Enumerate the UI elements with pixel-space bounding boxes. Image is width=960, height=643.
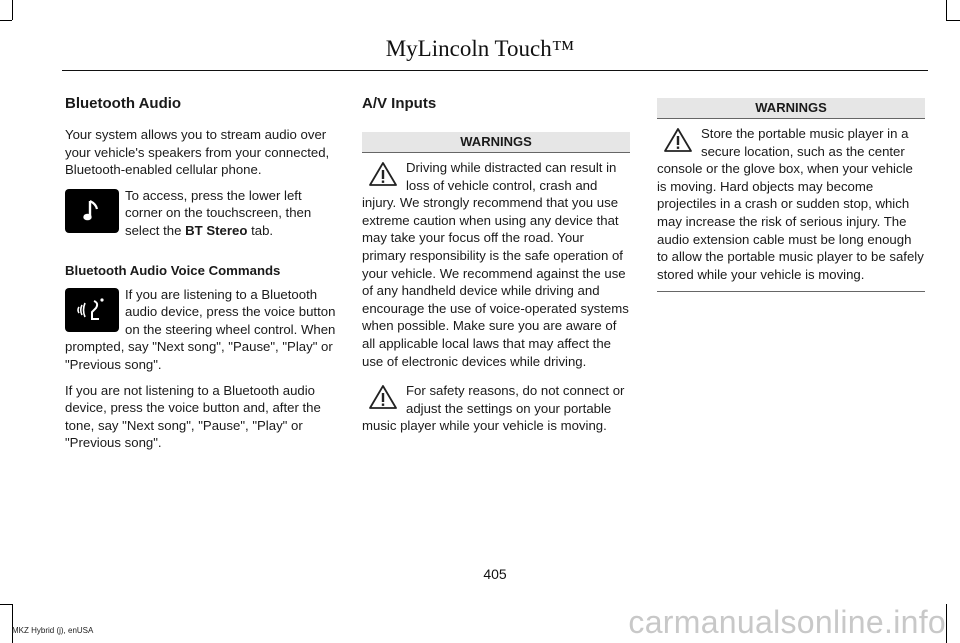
warnings-header: WARNINGS	[362, 132, 630, 153]
bluetooth-audio-intro: Your system allows you to stream audio over your vehicle's speakers from your connected, Bluetooth-enabled cellular phone.	[65, 127, 330, 178]
right-column	[657, 98, 925, 292]
crop-mark-top-right-h	[946, 20, 960, 21]
av-inputs-heading: A/V Inputs	[362, 95, 437, 112]
access-text	[125, 187, 337, 240]
bt-stereo-label: BT Stereo	[185, 222, 248, 238]
access-instruction	[65, 187, 337, 248]
crop-mark-bottom-right-v	[946, 604, 947, 643]
access-text-before: To access, press the lower left corner on the touchscreen, then select the	[125, 187, 312, 238]
bluetooth-audio-heading: Bluetooth Audio	[65, 95, 182, 112]
warning-portable-player	[362, 382, 630, 435]
crop-mark-bottom-left-v	[12, 604, 13, 643]
warning-bottom-rule	[657, 291, 925, 292]
crop-mark-bottom-left-h	[0, 604, 12, 605]
warning-portable-text: For safety reasons, do not connect or adjust the settings on your portable music player while your vehicle is moving.	[362, 383, 625, 434]
warning-triangle-icon	[368, 384, 398, 410]
voice-button-icon	[65, 288, 119, 332]
page-number: 405	[483, 566, 507, 582]
middle-column	[362, 94, 630, 443]
warning-triangle-icon	[663, 127, 693, 153]
access-text-after: tab.	[247, 222, 274, 238]
not-listening-text: If you are not listening to a Bluetooth audio device, press the voice button and, after the tone, say "Next song", "Pause", "Play" or "Previous song".	[65, 382, 321, 451]
crop-mark-top-left-h	[0, 20, 12, 21]
warning-triangle-icon	[368, 161, 398, 187]
crop-mark-top-right-v	[946, 0, 947, 20]
watermark: carmanualsonline.info	[628, 604, 946, 640]
header-rule	[62, 70, 928, 71]
warnings-header: WARNINGS	[657, 98, 925, 119]
crop-mark-top-left-v	[12, 0, 13, 20]
warning-distracted-text: Driving while distracted can result in loss of vehicle control, crash and injury. We strongly recommend that you use extreme caution when using any device that may take your focus off the road. Your primary responsibility is the safe operation of your vehicle. We recommend against the use of any handheld device while driving and encourage the use of voice-operated systems when possible. Make sure you are aware of all applicable local laws that may affect the use of electronic devices while driving.	[362, 160, 629, 369]
voice-commands-heading: Bluetooth Audio Voice Commands	[65, 262, 281, 278]
voice-text: If you are listening to a Bluetooth audio device, press the voice button on the steering wheel control. When prompted, say "Next song", "Pause", "Play" or "Previous song".	[65, 286, 336, 372]
warning-distracted-driving	[362, 159, 630, 370]
music-note-icon	[65, 189, 119, 233]
warning-store-player	[657, 125, 925, 283]
left-column	[65, 94, 337, 460]
voice-instruction	[65, 286, 337, 382]
warning-store-text: Store the portable music player in a secure location, such as the center console or the glove box, when your vehicle is moving. Hard objects may become projectiles in a crash or sudden stop, which may increase the risk of serious injury. The audio extension cable must be long enough to allow the portable music player to be safely stored while your vehicle is moving.	[657, 126, 924, 282]
footer-model-label: MKZ Hybrid (j), enUSA	[12, 626, 94, 635]
page-header-title: MyLincoln Touch™	[385, 36, 575, 61]
